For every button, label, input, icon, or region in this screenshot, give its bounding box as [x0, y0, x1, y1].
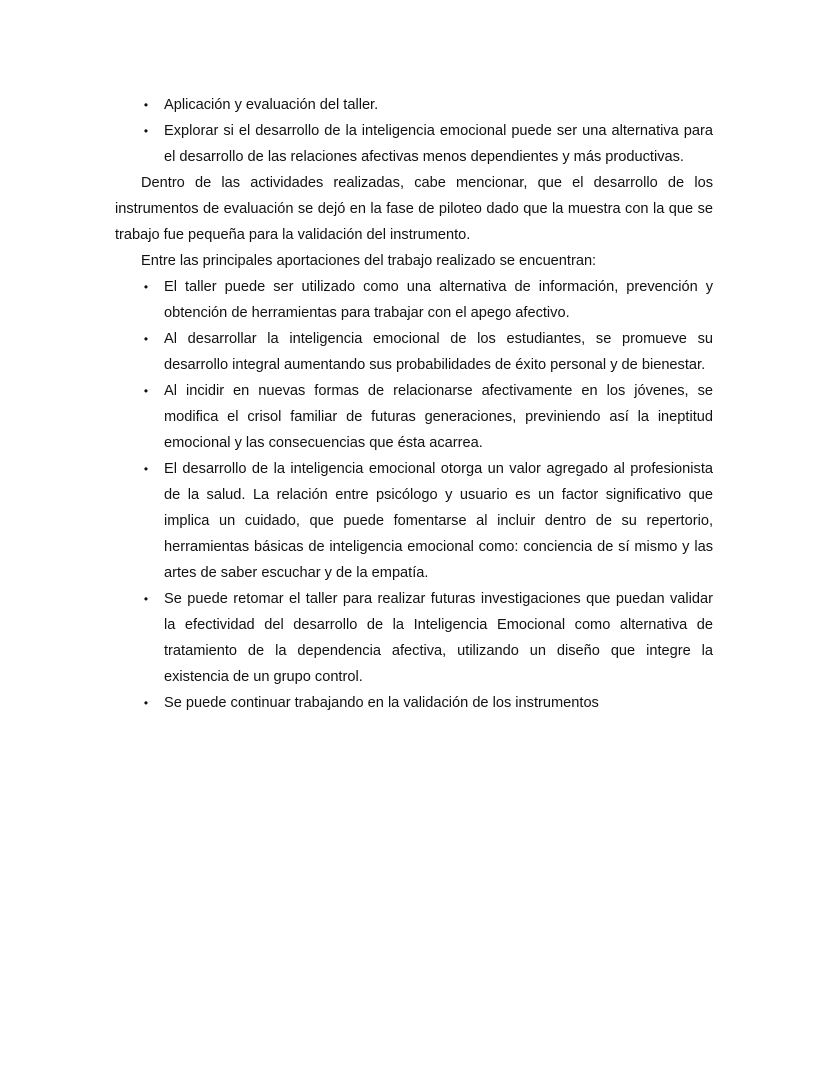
- document-body: [115, 92, 713, 716]
- bullet-icon: •: [143, 98, 149, 112]
- bullet-icon: •: [143, 332, 149, 346]
- paragraph-contributions-intro: Entre las principales aportaciones del trabajo realizado se encuentran:: [141, 253, 597, 269]
- list-item-text: Se puede retomar el taller para realizar futuras investigaciones que puedan validar la efectividad del desarrollo de la Inteligencia Emocional como alternativa de tratamiento de la dependencia afectiva, utilizando un diseño que integre la existencia de un grupo control.: [164, 591, 713, 685]
- list-item-text: Aplicación y evaluación del taller.: [164, 97, 379, 113]
- contributions-list: [115, 274, 713, 716]
- bullet-icon: •: [143, 696, 149, 710]
- list-item: [115, 92, 713, 118]
- list-item: [115, 118, 713, 170]
- list-item: [115, 326, 713, 378]
- list-item-text: Se puede continuar trabajando en la validación de los instrumentos: [164, 695, 599, 711]
- list-item: [115, 274, 713, 326]
- bullet-icon: •: [143, 592, 149, 606]
- bullet-icon: •: [143, 280, 149, 294]
- list-item-text: Al desarrollar la inteligencia emocional de los estudiantes, se promueve su desarrollo integral aumentando sus probabilidades de éxito personal y de bienestar.: [164, 331, 713, 373]
- bullet-icon: •: [143, 384, 149, 398]
- paragraph-activities: Dentro de las actividades realizadas, cabe mencionar, que el desarrollo de los instrumentos de evaluación se dejó en la fase de piloteo dado que la muestra con la que se trabajo fue pequeña para la validación del instrumento.: [115, 175, 713, 243]
- list-item: [115, 690, 713, 716]
- objectives-list: [115, 92, 713, 170]
- bullet-icon: •: [143, 124, 149, 138]
- list-item-text: Al incidir en nuevas formas de relacionarse afectivamente en los jóvenes, se modifica el crisol familiar de futuras generaciones, previniendo así la ineptitud emocional y las consecuencias que ésta acarrea.: [164, 383, 713, 451]
- list-item-text: Explorar si el desarrollo de la inteligencia emocional puede ser una alternativa para el desarrollo de las relaciones afectivas menos dependientes y más productivas.: [164, 123, 713, 165]
- list-item-text: El desarrollo de la inteligencia emocional otorga un valor agregado al profesionista de la salud. La relación entre psicólogo y usuario es un factor significativo que implica un cuidado, que puede fomentarse al incluir dentro de su repertorio, herramientas básicas de inteligencia emocional como: conciencia de sí mismo y las artes de saber escuchar y de la empatía.: [164, 461, 713, 581]
- list-item: [115, 586, 713, 690]
- bullet-icon: •: [143, 462, 149, 476]
- list-item: [115, 378, 713, 456]
- list-item: [115, 456, 713, 586]
- list-item-text: El taller puede ser utilizado como una alternativa de información, prevención y obtención de herramientas para trabajar con el apego afectivo.: [164, 279, 713, 321]
